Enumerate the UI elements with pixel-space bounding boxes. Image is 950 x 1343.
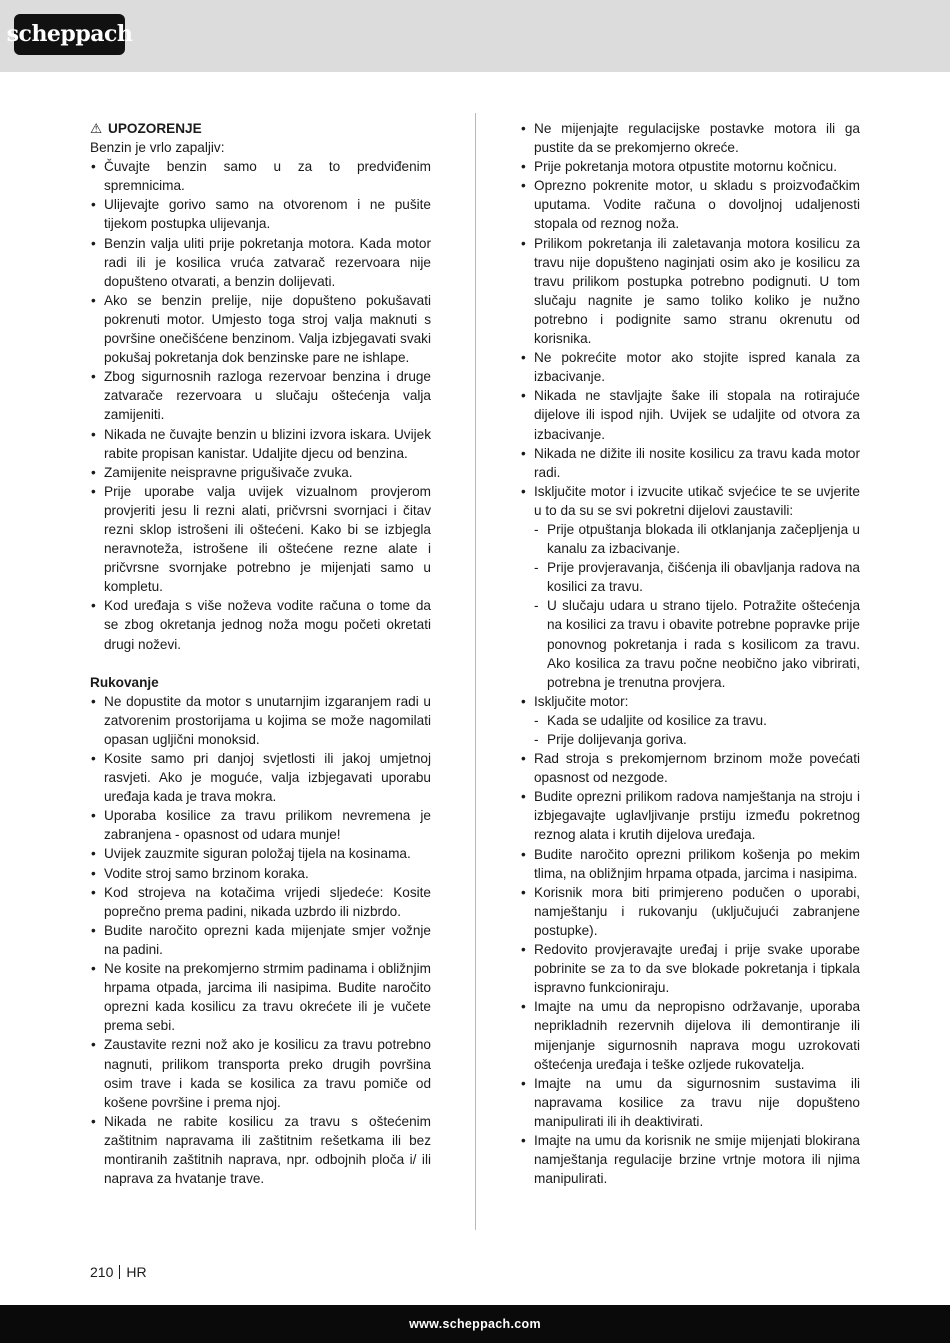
list-item: • Prilikom pokretanja ili zaletavanja motora kosilicu za travu nije dopušteno naginjati osim ako je kosilicu za travu prilikom postupka potrebno podignuti. U tom slučaju nagnite je samo toliko koliko je nužno potrebno i podignite samo stranu okrenutu od korisnika. [520, 234, 860, 349]
list-item: • Oprezno pokrenite motor, u skladu s proizvođačkim uputama. Vodite računa o dovoljnoj udaljenosti stopala od reznog noža. [520, 176, 860, 233]
sub-list-item: - Kada se udaljite od kosilice za travu. [520, 711, 860, 730]
warning-triangle-icon: ⚠ [90, 121, 103, 136]
right-list-a [520, 119, 860, 520]
list-item: • Kosite samo pri danjoj svjetlosti ili jakoj umjetnoj rasvjeti. Ako je moguće, valja izbjegavati uporabu uređaja kada je trava mokra. [90, 749, 431, 806]
list-item: • Isključite motor: [520, 692, 860, 711]
list-item: • Budite naročito oprezni prilikom košenja po mekim tlima, na obližnjim hrpama otpada, jarcima i nasipima. [520, 845, 860, 883]
list-item: • Rad stroja s prekomjernom brzinom može povećati opasnost od nezgode. [520, 749, 860, 787]
scheppach-logo: scheppach [14, 14, 125, 55]
list-item: • Isključite motor i izvucite utikač svjećice te se uvjerite u to da su se svi pokretni dijelovi zaustavili: [520, 482, 860, 520]
header-bar [0, 0, 950, 72]
list-item: • Prije uporabe valja uvijek vizualnom provjerom provjeriti jesu li rezni alati, pričvrsni svornjaci i čitav rezni sklop istrošeni ili oštećeni. Kako bi se izbjegla neravnoteža, istrošene ili oštećene rezne alate i pričvrsne svornjake potrebno je mijenjati samo u kompletu. [90, 482, 431, 597]
handling-heading: Rukovanje [90, 674, 159, 690]
right-list-b [520, 692, 860, 711]
list-item: • Zbog sigurnosnih razloga rezervoar benzina i druge zatvarače rezervoara u slučaju oštećenja valja zamijeniti. [90, 367, 431, 424]
list-item: • Imajte na umu da korisnik ne smije mijenjati blokirana namještanja regulacije brzine vrtnje motora ili njima manipulirati. [520, 1131, 860, 1188]
page-number-separator [119, 1265, 120, 1279]
list-item: • Ne mijenjajte regulacijske postavke motora ili ga pustite da se prekomjerno okreće. [520, 119, 860, 157]
list-item: • Budite oprezni prilikom radova namještanja na stroju i izbjegavajte uglavljivanje prstiju između pokretnog reznog alata i krutih dijelova uređaja. [520, 787, 860, 844]
list-item: • Ne kosite na prekomjerno strmim padinama i obližnjim hrpama otpada, jarcima ili nasipima. Budite naročito oprezni kada kosilicu za travu okrećete ili je vučete prema sebi. [90, 959, 431, 1035]
right-sublist-b [520, 711, 860, 749]
handling-list [90, 692, 431, 1188]
sub-list-item: - Prije provjeravanja, čišćenja ili obavljanja radova na kosilici za travu. [520, 558, 860, 596]
list-item: • Nikada ne čuvajte benzin u blizini izvora iskara. Uvijek rabite propisan kanistar. Udaljite djecu od benzina. [90, 425, 431, 463]
list-item: • Korisnik mora biti primjereno podučen o uporabi, namještanju i rukovanju (uključujući zabranjene postupke). [520, 883, 860, 940]
list-item: • Zamijenite neispravne prigušivače zvuka. [90, 463, 431, 482]
list-item: • Kod strojeva na kotačima vrijedi sljedeće: Kosite poprečno prema padini, nikada uzbrdo ili nizbrdo. [90, 883, 431, 921]
list-item: • Kod uređaja s više noževa vodite računa o tome da se zbog okretanja jednog noža mogu početi okretati drugi noževi. [90, 596, 431, 653]
list-item: • Ulijevajte gorivo samo na otvorenom i ne pušite tijekom postupka ulijevanja. [90, 195, 431, 233]
list-item: • Uvijek zauzmite siguran položaj tijela na kosinama. [90, 844, 431, 863]
warning-heading: ⚠ UPOZORENJE [90, 119, 431, 138]
list-item: • Uporaba kosilice za travu prilikom nevremena je zabranjena - opasnost od udara munje! [90, 806, 431, 844]
sub-list-item: - Prije otpuštanja blokada ili otklanjanja začepljenja u kanalu za izbacivanje. [520, 520, 860, 558]
list-item: • Redovito provjeravajte uređaj i prije svake uporabe pobrinite se za to da sve blokade pokretanja i tipkala ispravno funkcioniraju. [520, 940, 860, 997]
list-item: • Prije pokretanja motora otpustite motornu kočnicu. [520, 157, 860, 176]
page-number: 210 [90, 1264, 114, 1280]
list-item: • Benzin valja uliti prije pokretanja motora. Kada motor radi ili je kosilica vruća zatvarač rezervoara nije dopušteno otvarati, a benzin dolijevati. [90, 234, 431, 291]
right-list-c [520, 749, 860, 1188]
column-divider [475, 113, 476, 1230]
website-link[interactable]: www.scheppach.com [409, 1317, 541, 1331]
list-item: • Ako se benzin prelije, nije dopušteno pokušavati pokrenuti motor. Umjesto toga stroj valja maknuti s površine onečišćene benzinom. Valja izbjegavati svaki pokušaj pokretanja dok benzinske pare ne ishlape. [90, 291, 431, 367]
list-item: • Budite naročito oprezni kada mijenjate smjer vožnje na padini. [90, 921, 431, 959]
list-item: • Imajte na umu da nepropisno održavanje, uporaba neprikladnih rezervnih dijelova ili demontiranje ili mijenjanje sigurnosnih naprava mogu uzrokovati oštećenja uređaja i teške ozljede rukovatelja. [520, 997, 860, 1073]
warning-intro: Benzin je vrlo zapaljiv: [90, 140, 225, 156]
language-code: HR [126, 1264, 147, 1280]
left-column [90, 119, 431, 1188]
warning-list [90, 157, 431, 653]
section-spacer [90, 654, 431, 673]
right-sublist-a [520, 520, 860, 692]
sub-list-item: - Prije dolijevanja goriva. [520, 730, 860, 749]
list-item: • Ne pokrećite motor ako stojite ispred kanala za izbacivanje. [520, 348, 860, 386]
list-item: • Nikada ne dižite ili nosite kosilicu za travu kada motor radi. [520, 444, 860, 482]
list-item: • Ne dopustite da motor s unutarnjim izgaranjem radi u zatvorenim prostorijama u kojima se može nagomilati opasan ugljični monoksid. [90, 692, 431, 749]
list-item: • Čuvajte benzin samo u za to predviđenim spremnicima. [90, 157, 431, 195]
list-item: • Vodite stroj samo brzinom koraka. [90, 864, 431, 883]
footer-bar [0, 1305, 950, 1343]
list-item: • Nikada ne stavljajte šake ili stopala na rotirajuće dijelove ili ispod njih. Uvijek se udaljite od otvora za izbacivanje. [520, 386, 860, 443]
right-column [520, 119, 860, 1188]
list-item: • Nikada ne rabite kosilicu za travu s oštećenim zaštitnim napravama ili zaštitnim rešetkama ili bez montiranih zaštitnih naprava, npr. odbojnih ploča i/ ili naprava za hvatanje trave. [90, 1112, 431, 1188]
page-number-label [90, 1264, 147, 1280]
sub-list-item: - U slučaju udara u strano tijelo. Potražite oštećenja na kosilici za travu i obavite potrebne popravke prije ponovnog pokretanja i rada s kosilicom za travu. Ako kosilica za travu počne neobično jako vibrirati, potrebna je trenutna provjera. [520, 596, 860, 691]
list-item: • Imajte na umu da sigurnosnim sustavima ili napravama kosilice za travu nije dopušteno manipulirati ili ih deaktivirati. [520, 1074, 860, 1131]
list-item: • Zaustavite rezni nož ako je kosilicu za travu potrebno nagnuti, prilikom transporta preko drugih površina osim trave i kada se kosilica za travu pomiče od košene površine i prema njoj. [90, 1035, 431, 1111]
